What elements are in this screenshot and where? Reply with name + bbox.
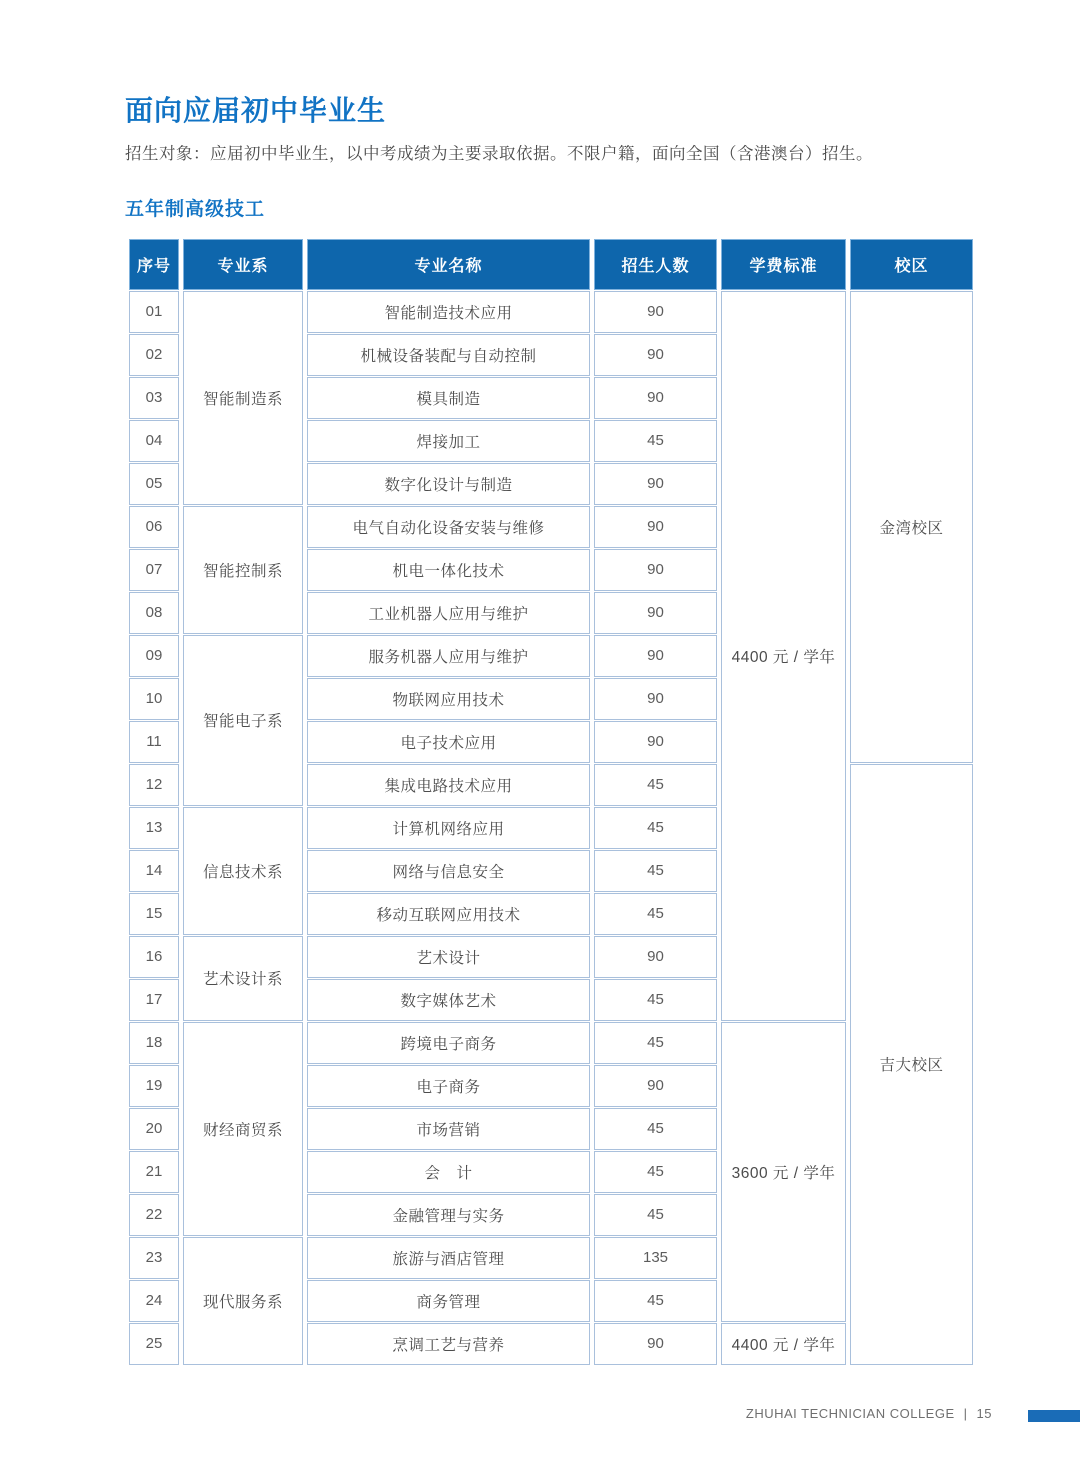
major-name-cell: 智能制造技术应用 xyxy=(307,291,590,333)
campus-cell: 吉大校区 xyxy=(850,764,973,1365)
major-name-cell: 服务机器人应用与维护 xyxy=(307,635,590,677)
major-name-cell: 金融管理与实务 xyxy=(307,1194,590,1236)
row-number-cell: 13 xyxy=(129,807,179,849)
tuition-cell: 4400 元 / 学年 xyxy=(721,1323,846,1365)
column-header-number: 序号 xyxy=(129,239,179,290)
row-number-cell: 01 xyxy=(129,291,179,333)
enrollment-count-cell: 45 xyxy=(594,807,717,849)
department-cell: 智能控制系 xyxy=(183,506,303,634)
enrollment-count-cell: 135 xyxy=(594,1237,717,1279)
enrollment-count-cell: 90 xyxy=(594,334,717,376)
table-header-row xyxy=(129,239,973,290)
enrollment-count-cell: 90 xyxy=(594,291,717,333)
department-cell: 智能电子系 xyxy=(183,635,303,806)
major-name-cell: 数字媒体艺术 xyxy=(307,979,590,1021)
enrollment-count-cell: 90 xyxy=(594,377,717,419)
major-name-cell: 网络与信息安全 xyxy=(307,850,590,892)
row-number-cell: 09 xyxy=(129,635,179,677)
major-name-cell: 集成电路技术应用 xyxy=(307,764,590,806)
major-name-cell: 工业机器人应用与维护 xyxy=(307,592,590,634)
row-number-cell: 07 xyxy=(129,549,179,591)
row-number-cell: 16 xyxy=(129,936,179,978)
department-cell: 现代服务系 xyxy=(183,1237,303,1365)
major-name-cell: 焊接加工 xyxy=(307,420,590,462)
column-header-enrollment: 招生人数 xyxy=(594,239,717,290)
enrollment-count-cell: 45 xyxy=(594,764,717,806)
row-number-cell: 24 xyxy=(129,1280,179,1322)
enrollment-count-cell: 45 xyxy=(594,979,717,1021)
enrollment-count-cell: 45 xyxy=(594,1194,717,1236)
column-header-department: 专业系 xyxy=(183,239,303,290)
row-number-cell: 12 xyxy=(129,764,179,806)
enrollment-table xyxy=(125,238,977,1366)
row-number-cell: 05 xyxy=(129,463,179,505)
row-number-cell: 20 xyxy=(129,1108,179,1150)
column-header-tuition: 学费标准 xyxy=(721,239,846,290)
enrollment-count-cell: 45 xyxy=(594,1108,717,1150)
enrollment-count-cell: 90 xyxy=(594,1065,717,1107)
footer xyxy=(746,1406,992,1421)
row-number-cell: 03 xyxy=(129,377,179,419)
enrollment-count-cell: 90 xyxy=(594,936,717,978)
admission-intro-text: 招生对象：应届初中毕业生，以中考成绩为主要录取依据。不限户籍，面向全国（含港澳台）招生。 xyxy=(125,145,873,164)
major-name-cell: 艺术设计 xyxy=(307,936,590,978)
row-number-cell: 02 xyxy=(129,334,179,376)
enrollment-count-cell: 45 xyxy=(594,1151,717,1193)
major-name-cell: 市场营销 xyxy=(307,1108,590,1150)
enrollment-count-cell: 45 xyxy=(594,1022,717,1064)
enrollment-count-cell: 45 xyxy=(594,893,717,935)
footer-college-name: ZHUHAI TECHNICIAN COLLEGE xyxy=(745,1406,955,1421)
department-cell: 艺术设计系 xyxy=(183,936,303,1021)
table-row xyxy=(129,1237,973,1279)
major-name-cell: 模具制造 xyxy=(307,377,590,419)
major-name-cell: 旅游与酒店管理 xyxy=(307,1237,590,1279)
department-cell: 信息技术系 xyxy=(183,807,303,935)
table-body xyxy=(129,291,973,1365)
table-row xyxy=(129,291,973,333)
major-name-cell: 电子技术应用 xyxy=(307,721,590,763)
row-number-cell: 17 xyxy=(129,979,179,1021)
enrollment-count-cell: 45 xyxy=(594,420,717,462)
table-row xyxy=(129,936,973,978)
enrollment-count-cell: 90 xyxy=(594,635,717,677)
footer-accent-bar xyxy=(1028,1410,1080,1422)
footer-separator: | xyxy=(963,1406,968,1421)
major-name-cell: 机械设备装配与自动控制 xyxy=(307,334,590,376)
page-title: 面向应届初中毕业生 xyxy=(125,95,387,126)
enrollment-count-cell: 90 xyxy=(594,463,717,505)
enrollment-count-cell: 90 xyxy=(594,592,717,634)
table-header xyxy=(129,239,973,290)
column-header-campus: 校区 xyxy=(850,239,973,290)
row-number-cell: 19 xyxy=(129,1065,179,1107)
major-name-cell: 电气自动化设备安装与维修 xyxy=(307,506,590,548)
major-name-cell: 烹调工艺与营养 xyxy=(307,1323,590,1365)
tuition-cell: 4400 元 / 学年 xyxy=(721,291,846,1021)
major-name-cell: 商务管理 xyxy=(307,1280,590,1322)
table-row xyxy=(129,1022,973,1064)
table-row xyxy=(129,506,973,548)
major-name-cell: 物联网应用技术 xyxy=(307,678,590,720)
row-number-cell: 11 xyxy=(129,721,179,763)
major-name-cell: 会 计 xyxy=(307,1151,590,1193)
row-number-cell: 08 xyxy=(129,592,179,634)
major-name-cell: 计算机网络应用 xyxy=(307,807,590,849)
enrollment-count-cell: 90 xyxy=(594,721,717,763)
row-number-cell: 25 xyxy=(129,1323,179,1365)
enrollment-count-cell: 90 xyxy=(594,1323,717,1365)
row-number-cell: 04 xyxy=(129,420,179,462)
major-name-cell: 跨境电子商务 xyxy=(307,1022,590,1064)
enrollment-count-cell: 90 xyxy=(594,506,717,548)
major-name-cell: 电子商务 xyxy=(307,1065,590,1107)
row-number-cell: 06 xyxy=(129,506,179,548)
row-number-cell: 10 xyxy=(129,678,179,720)
row-number-cell: 22 xyxy=(129,1194,179,1236)
major-name-cell: 移动互联网应用技术 xyxy=(307,893,590,935)
enrollment-count-cell: 90 xyxy=(594,678,717,720)
department-cell: 财经商贸系 xyxy=(183,1022,303,1236)
row-number-cell: 14 xyxy=(129,850,179,892)
enrollment-count-cell: 45 xyxy=(594,850,717,892)
department-cell: 智能制造系 xyxy=(183,291,303,505)
column-header-major: 专业名称 xyxy=(307,239,590,290)
tuition-cell: 3600 元 / 学年 xyxy=(721,1022,846,1322)
major-name-cell: 机电一体化技术 xyxy=(307,549,590,591)
footer-page-number: 15 xyxy=(976,1406,992,1421)
row-number-cell: 15 xyxy=(129,893,179,935)
major-name-cell: 数字化设计与制造 xyxy=(307,463,590,505)
row-number-cell: 23 xyxy=(129,1237,179,1279)
section-heading: 五年制高级技工 xyxy=(125,198,266,220)
enrollment-count-cell: 90 xyxy=(594,549,717,591)
table-row xyxy=(129,807,973,849)
campus-cell: 金湾校区 xyxy=(850,291,973,763)
row-number-cell: 18 xyxy=(129,1022,179,1064)
row-number-cell: 21 xyxy=(129,1151,179,1193)
table-row xyxy=(129,635,973,677)
enrollment-count-cell: 45 xyxy=(594,1280,717,1322)
